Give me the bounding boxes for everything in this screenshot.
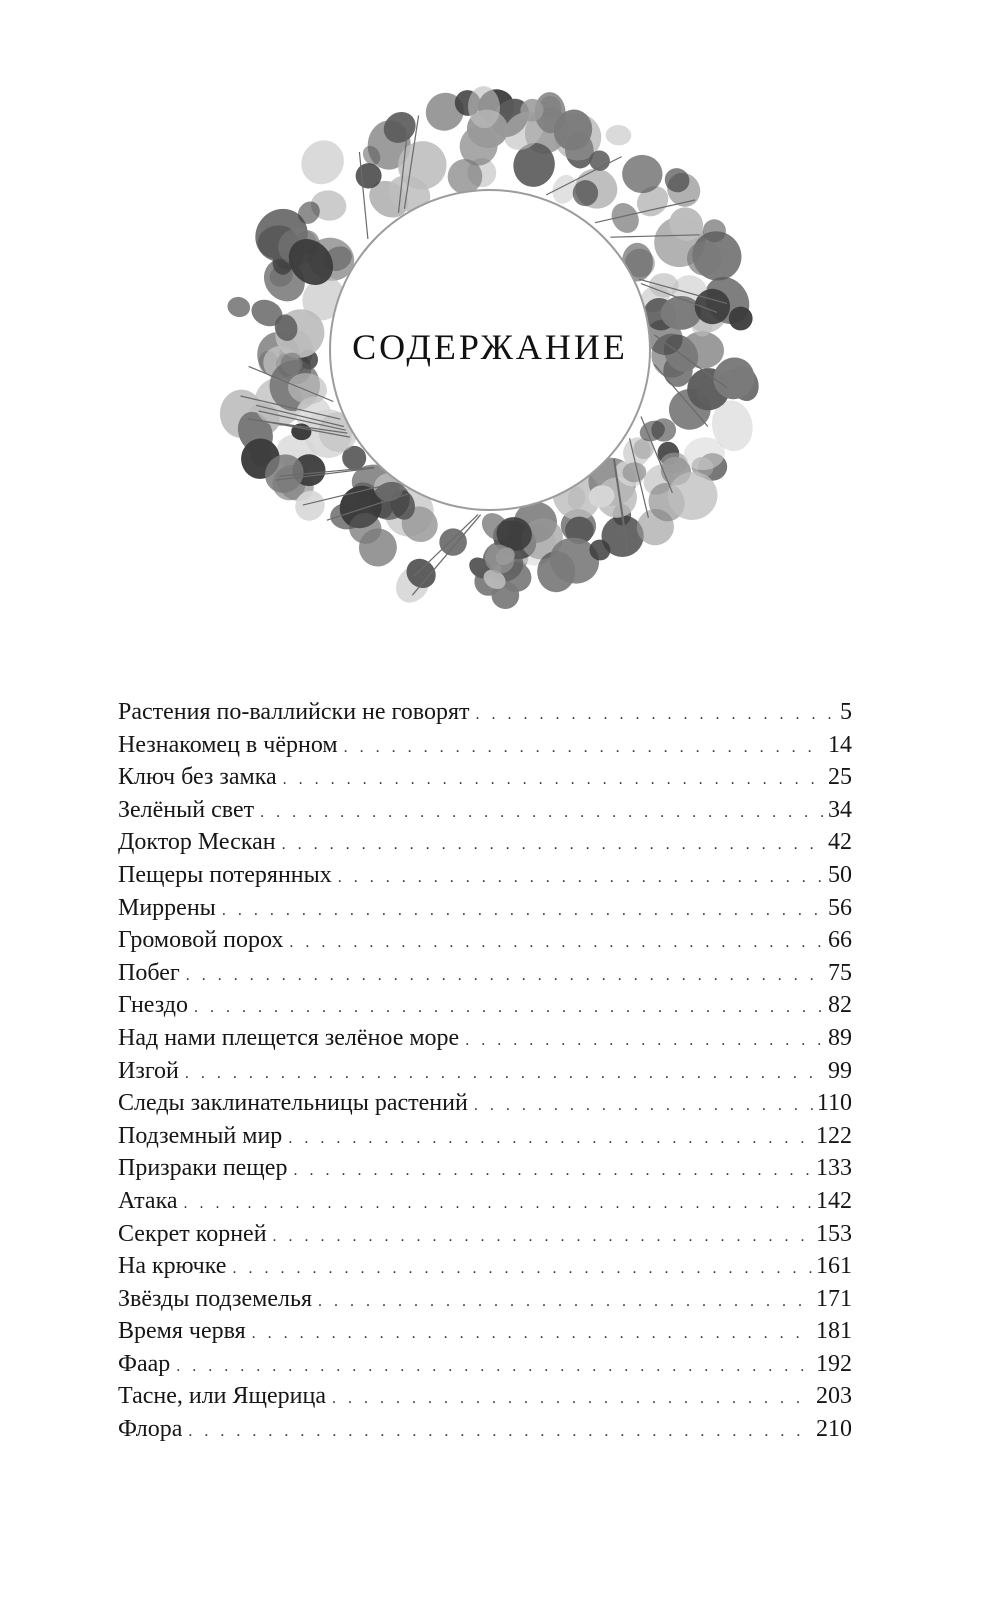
toc-entry-page: 122 bbox=[816, 1122, 852, 1149]
toc-entry-title: Пещеры потерянных bbox=[118, 861, 332, 888]
toc-entry-page: 34 bbox=[828, 796, 852, 823]
dot-leader bbox=[184, 1188, 812, 1221]
toc-entry bbox=[118, 924, 852, 957]
toc-entry bbox=[118, 1380, 852, 1413]
dot-leader bbox=[222, 895, 824, 928]
toc-entry bbox=[118, 794, 852, 827]
toc-entry-page: 99 bbox=[828, 1057, 852, 1084]
toc-entry-page: 203 bbox=[816, 1383, 852, 1410]
toc-entry bbox=[118, 1185, 852, 1218]
toc-entry bbox=[118, 1283, 852, 1316]
toc-entry-title: Атака bbox=[118, 1187, 178, 1214]
dot-leader bbox=[332, 1383, 812, 1416]
dot-leader bbox=[188, 1416, 812, 1449]
toc-entry-title: Звёзды подземелья bbox=[118, 1285, 312, 1312]
dot-leader bbox=[194, 992, 824, 1025]
toc-entry bbox=[118, 1250, 852, 1283]
toc-entry-page: 82 bbox=[828, 992, 852, 1019]
toc-entry-page: 171 bbox=[816, 1285, 852, 1312]
dot-leader bbox=[288, 1123, 812, 1156]
toc-entry-title: Следы заклинательницы растений bbox=[118, 1090, 468, 1117]
toc-entry-title: Фаар bbox=[118, 1350, 171, 1377]
dot-leader bbox=[289, 927, 824, 960]
toc-entry-page: 192 bbox=[816, 1350, 852, 1377]
toc-entry-page: 210 bbox=[816, 1416, 852, 1443]
dot-leader bbox=[185, 1058, 824, 1091]
toc-entry-page: 89 bbox=[828, 1024, 852, 1051]
toc-entry bbox=[118, 696, 852, 729]
toc-entry-page: 161 bbox=[816, 1253, 852, 1280]
dot-leader bbox=[273, 1221, 812, 1254]
toc-entry-title: Тасне, или Ящерица bbox=[118, 1383, 327, 1410]
toc-entry-title: Гнездо bbox=[118, 992, 189, 1019]
dot-leader bbox=[474, 1090, 813, 1123]
toc-entry-title: Незнакомец в чёрном bbox=[118, 731, 338, 758]
dot-leader bbox=[232, 1253, 812, 1286]
toc-entry-page: 153 bbox=[816, 1220, 852, 1247]
toc-entry-title: Над нами плещется зелёное море bbox=[118, 1024, 460, 1051]
dot-leader bbox=[465, 1025, 824, 1058]
toc-entry-page: 50 bbox=[828, 861, 852, 888]
toc-entry bbox=[118, 957, 852, 990]
dot-leader bbox=[260, 797, 824, 830]
dot-leader bbox=[318, 1286, 812, 1319]
toc-entry bbox=[118, 1218, 852, 1251]
toc-entry-page: 142 bbox=[816, 1187, 852, 1214]
toc-entry-title: Призраки пещер bbox=[118, 1155, 288, 1182]
toc-entry-page: 181 bbox=[816, 1318, 852, 1345]
toc-entry-page: 42 bbox=[828, 829, 852, 856]
toc-entry-page: 25 bbox=[828, 764, 852, 791]
toc-entry bbox=[118, 989, 852, 1022]
toc-entry bbox=[118, 1120, 852, 1153]
dot-leader bbox=[293, 1155, 812, 1188]
toc-entry bbox=[118, 892, 852, 925]
toc-entry-page: 14 bbox=[828, 731, 852, 758]
toc-entry-page: 133 bbox=[816, 1155, 852, 1182]
dot-leader bbox=[344, 732, 824, 765]
toc-entry-page: 75 bbox=[828, 959, 852, 986]
toc-entry bbox=[118, 1055, 852, 1088]
toc-entry bbox=[118, 859, 852, 892]
toc-entry-title: Секрет корней bbox=[118, 1220, 267, 1247]
toc-entry-title: Зелёный свет bbox=[118, 796, 255, 823]
toc-entry-page: 110 bbox=[816, 1090, 852, 1117]
toc-entry-page: 5 bbox=[840, 699, 852, 725]
toc-entry bbox=[118, 1315, 852, 1348]
toc-entry-title: Ключ без замка bbox=[118, 764, 277, 791]
leaf-icon bbox=[605, 124, 632, 146]
dot-leader bbox=[186, 960, 824, 993]
toc-entry bbox=[118, 1348, 852, 1381]
toc-entry bbox=[118, 761, 852, 794]
dot-leader bbox=[475, 699, 836, 732]
leaf-icon bbox=[225, 294, 252, 319]
dot-leader bbox=[338, 862, 824, 895]
toc-entry bbox=[118, 826, 852, 859]
toc-entry-title: Флора bbox=[118, 1416, 183, 1443]
toc-entry-title: Доктор Мескан bbox=[118, 829, 276, 856]
toc-entry-title: Громовой порох bbox=[118, 927, 284, 954]
dot-leader bbox=[252, 1318, 812, 1351]
toc-entry-title: Побег bbox=[118, 959, 180, 986]
dot-leader bbox=[176, 1351, 812, 1384]
dot-leader bbox=[283, 764, 824, 797]
toc-entry-title: Время червя bbox=[118, 1318, 246, 1345]
leaf-icon bbox=[293, 132, 352, 192]
toc-entry bbox=[118, 1022, 852, 1055]
toc-entry-title: Изгой bbox=[118, 1057, 179, 1084]
toc-entry bbox=[118, 729, 852, 762]
toc-entry-title: Подземный мир bbox=[118, 1122, 283, 1149]
toc-entry-title: Растения по-валлийски не говорят bbox=[118, 699, 470, 725]
dot-leader bbox=[282, 829, 824, 862]
toc-entry-title: На крючке bbox=[118, 1253, 227, 1280]
toc-entry bbox=[118, 1087, 852, 1120]
page-title: СОДЕРЖАНИЕ bbox=[352, 327, 628, 367]
toc-entry bbox=[118, 1152, 852, 1185]
table-of-contents bbox=[118, 696, 852, 1446]
toc-entry-page: 66 bbox=[828, 927, 852, 954]
toc-entry-title: Миррены bbox=[118, 894, 216, 921]
toc-entry bbox=[118, 1413, 852, 1446]
leaf-icon bbox=[439, 528, 467, 556]
toc-entry-page: 56 bbox=[828, 894, 852, 921]
